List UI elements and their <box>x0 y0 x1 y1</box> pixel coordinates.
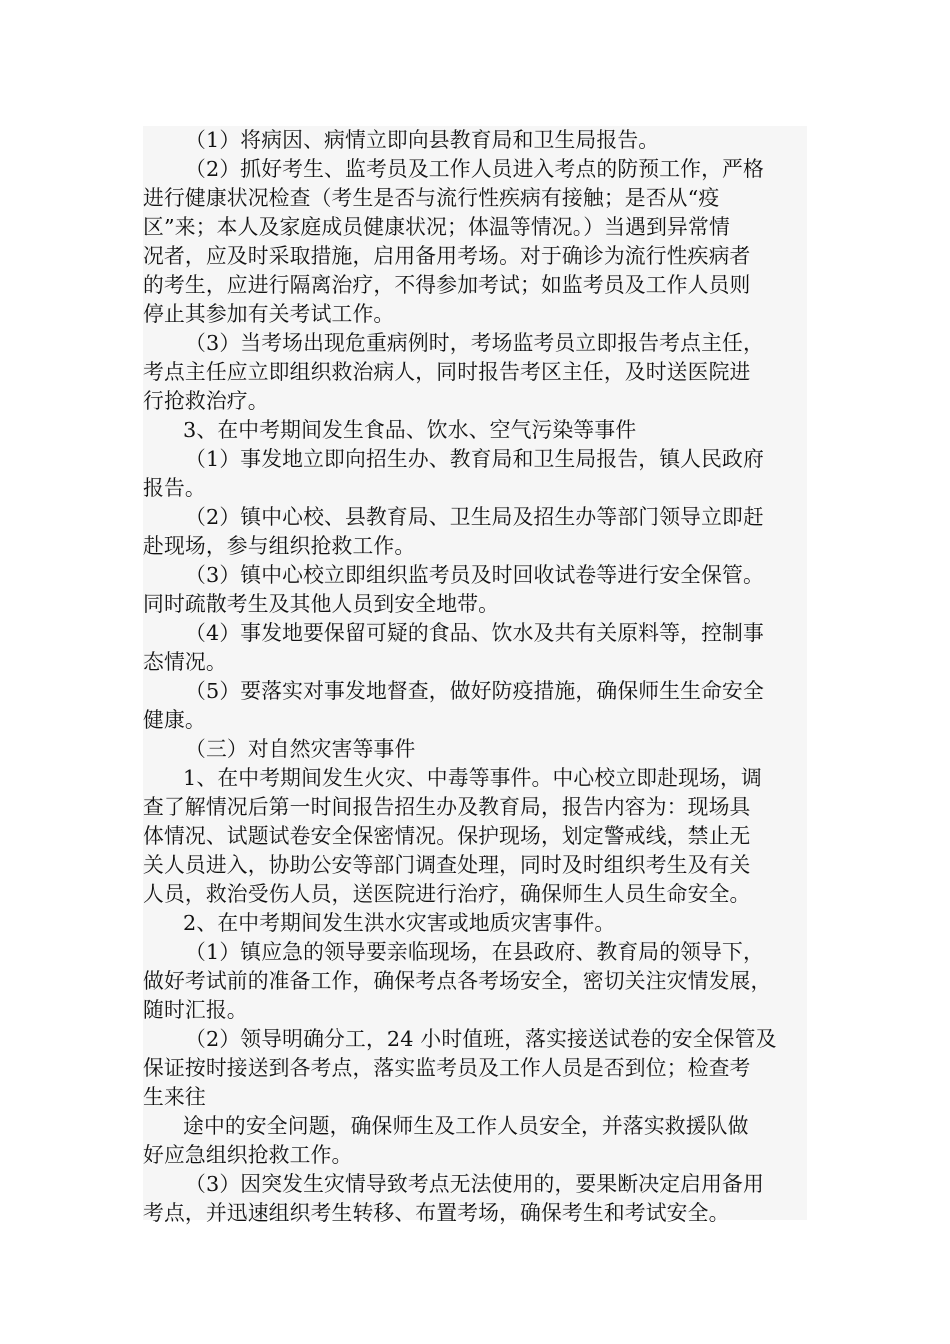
text-line: （5）要落实对事发地督查，做好防疫措施，确保师生生命安全 <box>185 679 764 703</box>
section-heading: 2、在中考期间发生洪水灾害或地质灾害事件。 <box>183 911 616 935</box>
text-line: （2）抓好考生、监考员及工作人员进入考点的防预工作，严格 <box>185 157 764 181</box>
text-line: （4）事发地要保留可疑的食品、饮水及共有关原料等，控制事 <box>185 621 764 645</box>
text-line: 体情况、试题试卷安全保密情况。保护现场，划定警戒线，禁止无 <box>143 824 751 848</box>
section-heading: （三）对自然灾害等事件 <box>185 737 416 761</box>
text-line: 停止其参加有关考试工作。 <box>143 302 395 326</box>
text-line: 保证按时接送到各考点，落实监考员及工作人员是否到位；检查考 <box>143 1056 751 1080</box>
text-line: 关人员进入，协助公安等部门调查处理，同时及时组织考生及有关 <box>143 853 751 877</box>
text-line: 随时汇报。 <box>143 998 248 1022</box>
text-line: （3）镇中心校立即组织监考员及时回收试卷等进行安全保管。 <box>185 563 764 587</box>
document-body <box>143 126 807 1225</box>
text-line: 1、在中考期间发生火灾、中毒等事件。中心校立即赴现场，调 <box>183 766 762 790</box>
text-line: 态情况。 <box>143 650 227 674</box>
text-line: 做好考试前的准备工作，确保考点各考场安全，密切关注灾情发展， <box>143 969 772 993</box>
text-line: （2）镇中心校、县教育局、卫生局及招生办等部门领导立即赶 <box>185 505 764 529</box>
text-line: （1）事发地立即向招生办、教育局和卫生局报告，镇人民政府 <box>185 447 764 471</box>
text-line: 生来往 <box>143 1085 206 1109</box>
text-line: 查了解情况后第一时间报告招生办及教育局，报告内容为：现场具 <box>143 795 751 819</box>
text-line: （2）领导明确分工，24 小时值班，落实接送试卷的安全保管及 <box>185 1027 777 1051</box>
text-line: 况者，应及时采取措施，启用备用考场。对于确诊为流行性疾病者 <box>143 244 751 268</box>
text-line: （3）当考场出现危重病例时，考场监考员立即报告考点主任， <box>185 331 764 355</box>
text-line: 赴现场，参与组织抢救工作。 <box>143 534 416 558</box>
text-line: （1）将病因、病情立即向县教育局和卫生局报告。 <box>185 128 660 152</box>
text-line: 人员，救治受伤人员，送医院进行治疗，确保师生人员生命安全。 <box>143 882 751 906</box>
text-line: 考点主任应立即组织救治病人，同时报告考区主任，及时送医院进 <box>143 360 751 384</box>
text-line: 的考生，应进行隔离治疗，不得参加考试；如监考员及工作人员则 <box>143 273 751 297</box>
text-line: 健康。 <box>143 708 206 732</box>
text-line: 进行健康状况检查（考生是否与流行性疾病有接触；是否从“疫 <box>143 186 720 210</box>
text-line: （3）因突发生灾情导致考点无法使用的，要果断决定启用备用 <box>185 1172 764 1196</box>
text-line: 好应急组织抢救工作。 <box>143 1143 353 1167</box>
text-line: 同时疏散考生及其他人员到安全地带。 <box>143 592 500 616</box>
text-line: 考点，并迅速组织考生转移、布置考场，确保考生和考试安全。 <box>143 1201 730 1225</box>
text-line: （1）镇应急的领导要亲临现场，在县政府、教育局的领导下， <box>185 940 764 964</box>
text-line: 行抢救治疗。 <box>143 389 269 413</box>
text-line: 报告。 <box>143 476 206 500</box>
text-line: 区”来；本人及家庭成员健康状况；体温等情况。）当遇到异常情 <box>143 215 730 239</box>
text-line: 途中的安全问题，确保师生及工作人员安全，并落实救援队做 <box>183 1114 749 1138</box>
section-heading: 3、在中考期间发生食品、饮水、空气污染等事件 <box>183 418 637 442</box>
